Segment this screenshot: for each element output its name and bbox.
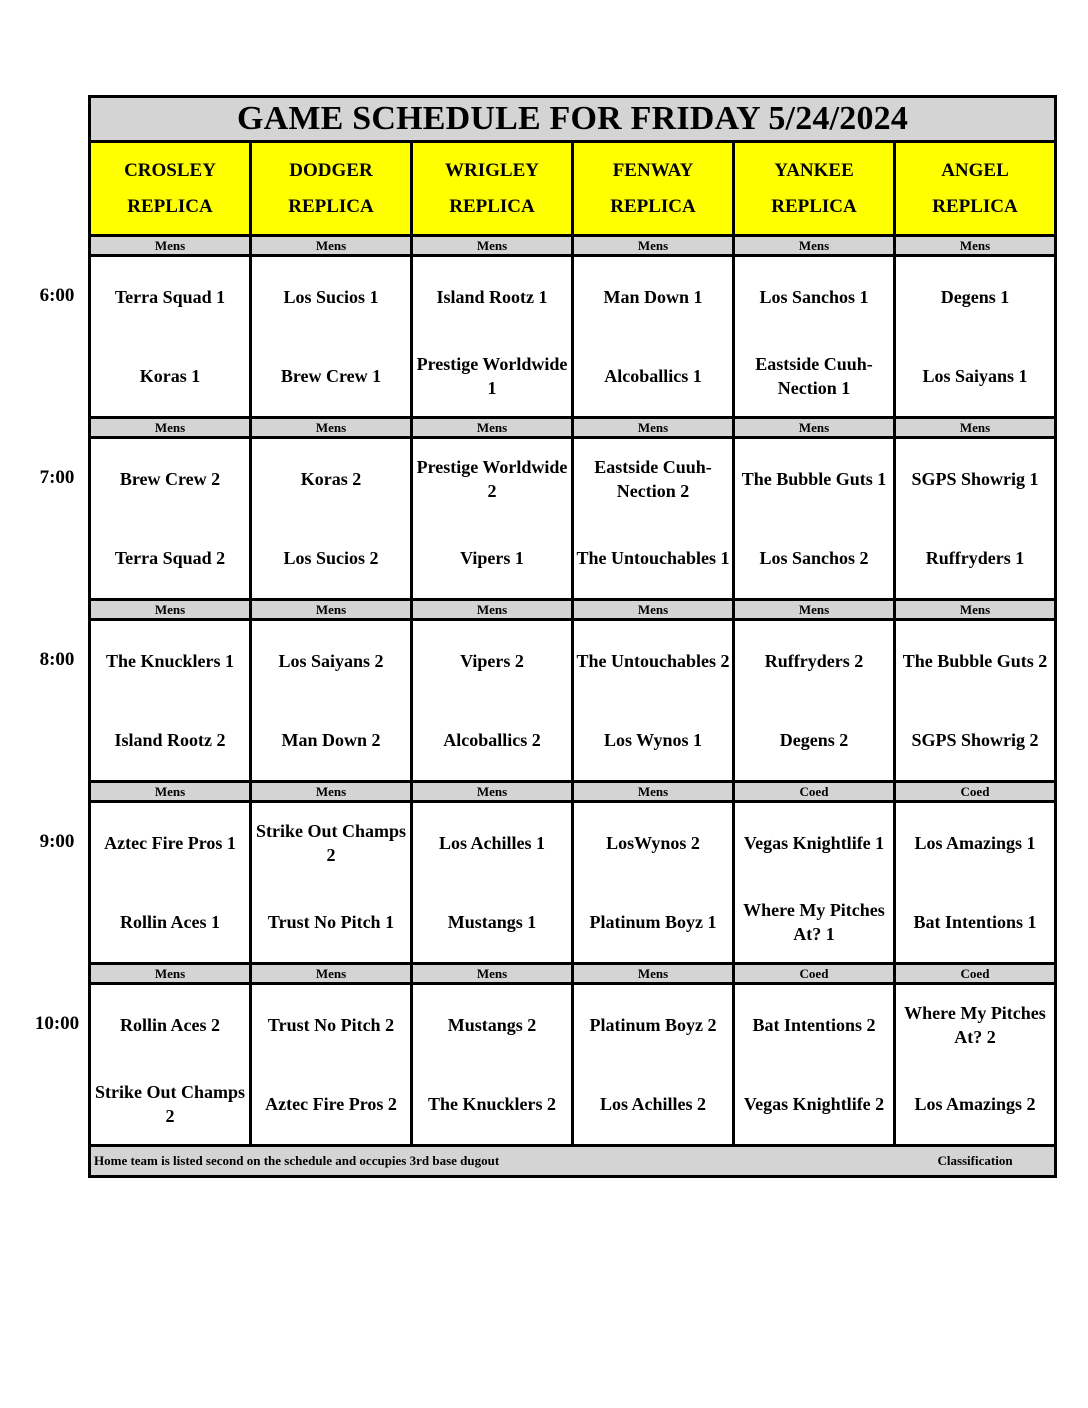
game-cell	[251, 620, 412, 782]
home-team: Koras 1	[139, 366, 201, 386]
classification-cell: Mens	[734, 236, 895, 256]
home-team-note: Home team is listed second on the schedule and occupies 3rd base dugout	[94, 1153, 500, 1168]
away-team: Aztec Fire Pros 1	[104, 833, 236, 853]
field-name: CROSLEY	[124, 159, 216, 181]
home-team: Los Saiyans 1	[922, 366, 1028, 386]
classification-cell: Mens	[90, 964, 251, 984]
classification-row	[90, 782, 1056, 802]
classification-cell: Mens	[90, 418, 251, 438]
home-team: Los Amazings 2	[914, 1094, 1036, 1114]
home-team: Alcoballics 2	[443, 730, 541, 750]
field-type: REPLICA	[288, 195, 374, 217]
game-cell	[412, 984, 573, 1146]
away-team: Prestige Worldwide 2	[416, 457, 568, 501]
home-team: Island Rootz 2	[114, 730, 226, 750]
classification-cell: Mens	[573, 600, 734, 620]
home-team: The Untouchables 1	[576, 548, 730, 568]
home-team: Eastside Cuuh-Nection 1	[755, 354, 873, 398]
game-cell	[734, 438, 895, 600]
home-team: Los Wynos 1	[603, 730, 703, 750]
classification-cell: Mens	[90, 236, 251, 256]
classification-row	[90, 418, 1056, 438]
field-name: ANGEL	[941, 159, 1009, 181]
game-row	[90, 438, 1056, 600]
away-team: Rollin Aces 2	[119, 1015, 220, 1035]
game-cell	[734, 984, 895, 1146]
away-team: LosWynos 2	[606, 833, 700, 853]
game-row	[90, 256, 1056, 418]
away-team: Platinum Boyz 2	[589, 1015, 717, 1035]
field-header-fenway	[573, 142, 734, 236]
field-header-angel	[895, 142, 1056, 236]
away-team: Man Down 1	[603, 287, 703, 307]
time-slot-label: 7:00	[39, 467, 75, 488]
classification-cell: Coed	[895, 964, 1056, 984]
classification-cell: Mens	[251, 964, 412, 984]
game-cell	[90, 620, 251, 782]
away-team: Bat Intentions 2	[752, 1015, 876, 1035]
game-cell	[251, 438, 412, 600]
time-slot-label: 9:00	[39, 831, 75, 852]
classification-cell: Coed	[734, 782, 895, 802]
away-team: Mustangs 2	[447, 1015, 537, 1035]
game-cell	[412, 802, 573, 964]
game-row	[90, 984, 1056, 1146]
home-team: Los Sucios 2	[283, 548, 379, 568]
footer-note-row	[90, 1146, 1056, 1177]
away-team: Ruffryders 2	[764, 651, 864, 671]
game-cell	[412, 256, 573, 418]
away-team: SGPS Showrig 1	[911, 469, 1039, 489]
game-cell	[895, 438, 1056, 600]
field-header-crosley	[90, 142, 251, 236]
home-team: Los Sanchos 2	[759, 548, 869, 568]
game-row	[90, 620, 1056, 782]
away-team: Los Sucios 1	[283, 287, 379, 307]
game-cell	[90, 984, 251, 1146]
home-team: Brew Crew 1	[280, 366, 382, 386]
field-header-wrigley	[412, 142, 573, 236]
away-team: Trust No Pitch 2	[267, 1015, 395, 1035]
classification-cell: Mens	[895, 236, 1056, 256]
game-cell	[90, 438, 251, 600]
away-team: Vegas Knightlife 1	[743, 833, 885, 853]
game-cell	[573, 984, 734, 1146]
home-team: Alcoballics 1	[604, 366, 702, 386]
home-team: Man Down 2	[281, 730, 381, 750]
field-name: FENWAY	[612, 159, 694, 181]
classification-cell: Mens	[412, 964, 573, 984]
classification-cell: Mens	[895, 418, 1056, 438]
home-team: Terra Squad 2	[114, 548, 226, 568]
field-name: WRIGLEY	[445, 159, 539, 181]
field-type: REPLICA	[449, 195, 535, 217]
away-team: The Untouchables 2	[576, 651, 730, 671]
field-name: DODGER	[289, 159, 373, 181]
home-team: Rollin Aces 1	[119, 912, 220, 932]
away-team: Terra Squad 1	[114, 287, 226, 307]
classification-cell: Mens	[734, 600, 895, 620]
classification-cell: Mens	[573, 782, 734, 802]
away-team: Brew Crew 2	[119, 469, 221, 489]
classification-cell: Mens	[251, 236, 412, 256]
game-cell	[90, 802, 251, 964]
game-cell	[90, 256, 251, 418]
field-type: REPLICA	[127, 195, 213, 217]
away-team: Eastside Cuuh-Nection 2	[594, 457, 712, 501]
home-team: Strike Out Champs 2	[94, 1082, 246, 1126]
classification-cell: Mens	[251, 418, 412, 438]
classification-cell: Coed	[895, 782, 1056, 802]
classification-cell: Mens	[412, 782, 573, 802]
classification-cell: Mens	[251, 782, 412, 802]
home-team: Ruffryders 1	[925, 548, 1025, 568]
classification-cell: Mens	[412, 600, 573, 620]
away-team: Los Sanchos 1	[759, 287, 869, 307]
classification-cell: Mens	[90, 782, 251, 802]
schedule-title: GAME SCHEDULE FOR FRIDAY 5/24/2024	[90, 97, 1056, 142]
classification-row	[90, 236, 1056, 256]
home-team: Prestige Worldwide 1	[416, 354, 568, 398]
classification-cell: Mens	[573, 418, 734, 438]
time-slot-label: 10:00	[34, 1013, 80, 1034]
classification-cell: Mens	[573, 964, 734, 984]
away-team: The Bubble Guts 2	[902, 651, 1048, 671]
game-row	[90, 802, 1056, 964]
game-cell	[251, 256, 412, 418]
home-team: Platinum Boyz 1	[589, 912, 717, 932]
home-team: Los Achilles 2	[599, 1094, 706, 1114]
home-team: Vipers 1	[460, 548, 524, 568]
classification-row	[90, 964, 1056, 984]
home-team: SGPS Showrig 2	[911, 730, 1039, 750]
schedule-table	[88, 95, 1057, 1178]
home-team: The Knucklers 2	[427, 1094, 556, 1114]
home-team: Mustangs 1	[447, 912, 537, 932]
classification-cell: Mens	[895, 600, 1056, 620]
classification-cell: Mens	[251, 600, 412, 620]
classification-cell: Coed	[734, 964, 895, 984]
game-cell	[573, 256, 734, 418]
away-team: The Bubble Guts 1	[741, 469, 887, 489]
field-type: REPLICA	[771, 195, 857, 217]
game-cell	[734, 802, 895, 964]
classification-legend: Classification	[937, 1153, 1013, 1168]
field-header-dodger	[251, 142, 412, 236]
home-team: Vegas Knightlife 2	[743, 1094, 885, 1114]
home-team: Trust No Pitch 1	[267, 912, 395, 932]
away-team: Los Achilles 1	[438, 833, 545, 853]
away-team: Strike Out Champs 2	[255, 821, 407, 865]
home-team: Bat Intentions 1	[913, 912, 1037, 932]
game-cell	[412, 620, 573, 782]
away-team: Degens 1	[940, 287, 1010, 307]
classification-cell: Mens	[734, 418, 895, 438]
game-cell	[251, 984, 412, 1146]
game-cell	[573, 802, 734, 964]
classification-cell: Mens	[412, 418, 573, 438]
game-cell	[895, 620, 1056, 782]
classification-cell: Mens	[90, 600, 251, 620]
game-cell	[251, 802, 412, 964]
away-team: Where My Pitches At? 2	[904, 1003, 1046, 1047]
game-cell	[734, 620, 895, 782]
game-cell	[895, 256, 1056, 418]
home-team: Where My Pitches At? 1	[743, 900, 885, 944]
time-slot-label: 6:00	[39, 285, 75, 306]
field-type: REPLICA	[932, 195, 1018, 217]
game-cell	[734, 256, 895, 418]
away-team: Vipers 2	[460, 651, 524, 671]
away-team: Los Amazings 1	[914, 833, 1036, 853]
game-cell	[895, 984, 1056, 1146]
classification-cell: Mens	[573, 236, 734, 256]
away-team: The Knucklers 1	[105, 651, 234, 671]
game-cell	[573, 620, 734, 782]
home-team: Degens 2	[779, 730, 849, 750]
game-cell	[573, 438, 734, 600]
time-slot-label: 8:00	[39, 649, 75, 670]
home-team: Aztec Fire Pros 2	[265, 1094, 397, 1114]
schedule-table-wrapper	[88, 95, 1057, 1178]
away-team: Island Rootz 1	[436, 287, 548, 307]
classification-cell: Mens	[412, 236, 573, 256]
field-type: REPLICA	[610, 195, 696, 217]
away-team: Koras 2	[300, 469, 362, 489]
classification-row	[90, 600, 1056, 620]
field-name: YANKEE	[774, 159, 854, 181]
field-header-yankee	[734, 142, 895, 236]
away-team: Los Saiyans 2	[278, 651, 384, 671]
game-cell	[412, 438, 573, 600]
game-cell	[895, 802, 1056, 964]
